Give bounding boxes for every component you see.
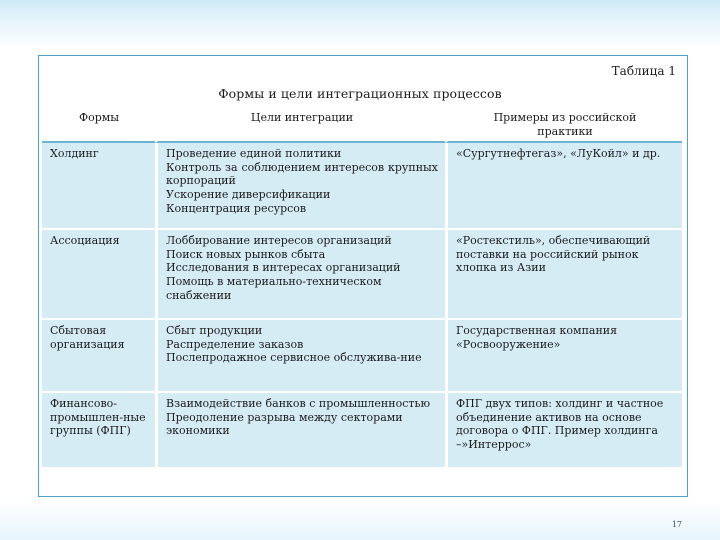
examples-cell: «Ростекстиль», обеспечивающий поставки на российский рынок хлопка из Азии bbox=[445, 230, 682, 320]
goal-line: Концентрация ресурсов bbox=[166, 201, 307, 215]
goal-line: Взаимодействие банков с промышленностью bbox=[166, 397, 431, 411]
goal-line: Лоббирование интересов организаций bbox=[166, 234, 392, 248]
table-caption: Таблица 1 bbox=[611, 64, 676, 78]
table-row bbox=[42, 230, 682, 320]
integration-table bbox=[42, 106, 682, 469]
goal-line: Распределение заказов bbox=[166, 337, 304, 351]
goal-line: Сбыт продукции bbox=[166, 324, 263, 338]
table-row bbox=[42, 143, 682, 230]
page-title bbox=[0, 86, 720, 101]
examples-cell: Государственная компания «Росвооружение» bbox=[445, 320, 682, 393]
page-title-text: Формы и цели интеграционных процессов bbox=[218, 86, 502, 101]
header-goals: Цели интеграции bbox=[155, 106, 445, 143]
form-cell: Сбытовая организация bbox=[42, 320, 155, 393]
form-cell: Холдинг bbox=[42, 143, 155, 230]
goals-cell bbox=[155, 393, 445, 469]
goals-cell bbox=[155, 143, 445, 230]
goal-line: Поиск новых рынков сбыта bbox=[166, 247, 326, 261]
page-number: 17 bbox=[671, 520, 682, 529]
goal-line: Преодоление разрыва между секторами экономики bbox=[166, 410, 403, 438]
header-forms: Формы bbox=[42, 106, 155, 143]
goal-line: Ускорение диверсификации bbox=[166, 187, 331, 201]
table-row bbox=[42, 320, 682, 393]
examples-cell: «Сургутнефтегаз», «ЛуКойл» и др. bbox=[445, 143, 682, 230]
goal-text: Контроль за соблюдением интересов крупных корпораций bbox=[166, 160, 438, 188]
goal-line: Послепродажное сервисное обслужива-ние bbox=[166, 351, 422, 365]
goal-line: Проведение единой политики bbox=[166, 147, 342, 161]
goals-cell bbox=[155, 230, 445, 320]
goals-cell bbox=[155, 320, 445, 393]
goal-line: Помощь в материально-техническом снабжении bbox=[166, 274, 382, 302]
header-examples: Примеры из российской практики bbox=[445, 106, 682, 143]
table-header-row bbox=[42, 106, 682, 143]
table-row bbox=[42, 393, 682, 469]
form-cell: Финансово-промышлен-ные группы (ФПГ) bbox=[42, 393, 155, 469]
goal-line bbox=[166, 161, 438, 188]
goal-line: Исследования в интересах организаций bbox=[166, 261, 401, 275]
form-cell: Ассоциация bbox=[42, 230, 155, 320]
examples-cell: ФПГ двух типов: холдинг и частное объединение активов на основе договора о ФПГ. Пример холдинга –»Интеррос» bbox=[445, 393, 682, 469]
